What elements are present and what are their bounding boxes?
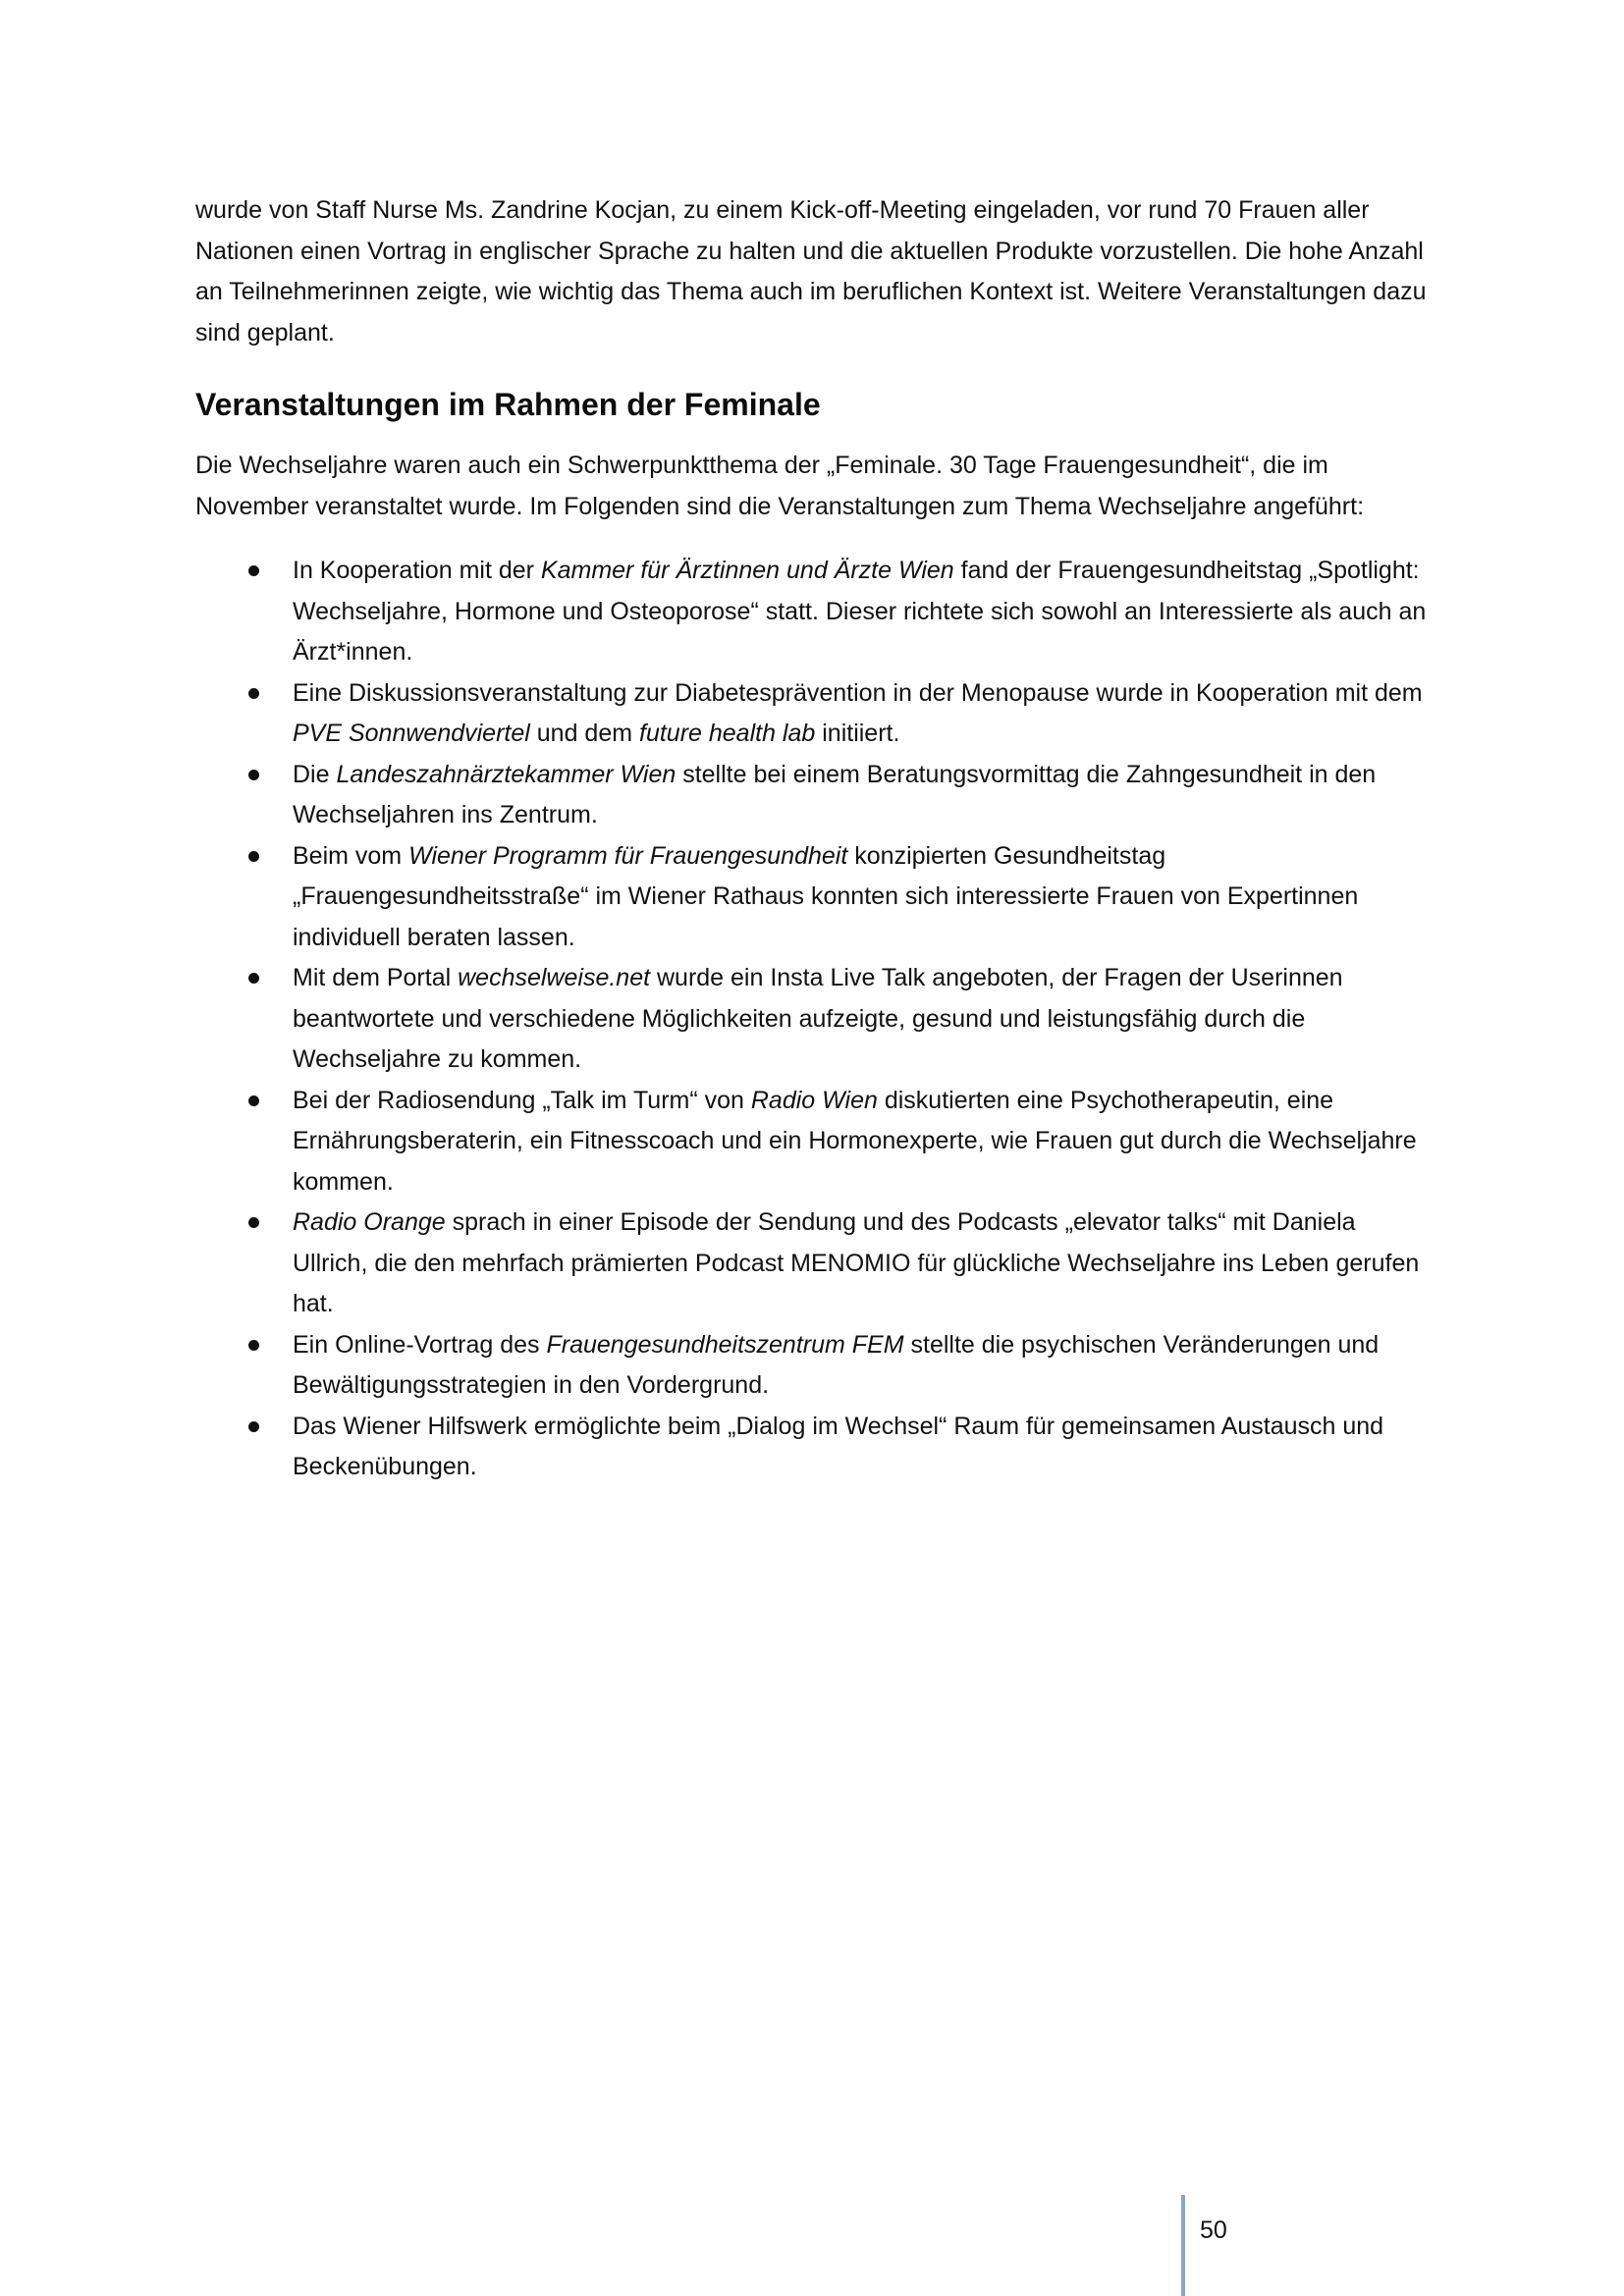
bullet-icon	[248, 770, 259, 780]
list-item-text: Die Landeszahnärztekammer Wien stellte bei einem Beratungsvormittag die Zahngesundheit in den Wechseljahren ins Zentrum.	[293, 760, 1377, 828]
page-number-divider	[1181, 2195, 1185, 2296]
list-item	[195, 755, 1433, 836]
list-item-text: Radio Orange sprach in einer Episode der Sendung und des Podcasts „elevator talks“ mit Daniela Ullrich, die den mehrfach prämierten Podcast MENOMIO für glückliche Wechseljahre ins Leben gerufen hat.	[293, 1208, 1420, 1317]
list-item-text: Mit dem Portal wechselweise.net wurde ein Insta Live Talk angeboten, der Fragen der Userinnen beantwortete und verschiedene Möglichkeiten aufzeigte, gesund und leistungsfähig durch die Wechseljahre zu kommen.	[293, 964, 1343, 1073]
list-item	[195, 551, 1433, 673]
list-item	[195, 1081, 1433, 1203]
bullet-icon	[248, 973, 259, 984]
bullet-icon	[248, 1421, 259, 1432]
list-item	[195, 1407, 1433, 1488]
bullet-icon	[248, 688, 259, 699]
list-item	[195, 958, 1433, 1081]
list-item-text: Eine Diskussionsveranstaltung zur Diabetesprävention in der Menopause wurde in Kooperation mit dem PVE Sonnwendviertel und dem future health lab initiiert.	[293, 678, 1423, 747]
section-intro: Die Wechseljahre waren auch ein Schwerpunktthema der „Feminale. 30 Tage Frauengesundheit“, die im November veranstaltet wurde. Im Folgenden sind die Veranstaltungen zum Thema Wechseljahre angeführt:	[195, 452, 1365, 520]
list-item	[195, 673, 1433, 755]
list-item-text: Ein Online-Vortrag des Frauengesundheitszentrum FEM stellte die psychischen Veränderungen und Bewältigungsstrategien in den Vordergrund.	[293, 1330, 1380, 1399]
intro-paragraph: wurde von Staff Nurse Ms. Zandrine Kocjan, zu einem Kick-off-Meeting eingeladen, vor rund 70 Frauen aller Nationen einen Vortrag in englischer Sprache zu halten und die aktuellen Produkte vorzustellen. Die hohe Anzahl an Teilnehmerinnen zeigte, wie wichtig das Thema auch im beruflichen Kontext ist. Weitere Veranstaltungen dazu sind geplant.	[195, 196, 1427, 347]
bullet-icon	[248, 1095, 259, 1106]
page-content	[195, 190, 1433, 1488]
event-list	[195, 551, 1433, 1488]
bullet-icon	[248, 851, 259, 862]
bullet-icon	[248, 1340, 259, 1351]
page-number: 50	[1200, 2216, 1227, 2244]
list-item-text: In Kooperation mit der Kammer für Ärztinnen und Ärzte Wien fand der Frauengesundheitstag „Spotlight: Wechseljahre, Hormone und Osteoporose“ statt. Dieser richtete sich sowohl an Interessierte als auch an Ärzt*innen.	[293, 557, 1427, 666]
list-item	[195, 1202, 1433, 1325]
list-item-text: Das Wiener Hilfswerk ermöglichte beim „Dialog im Wechsel“ Raum für gemeinsamen Austausch und Beckenübungen.	[293, 1412, 1384, 1480]
bullet-icon	[248, 565, 259, 576]
list-item-text: Beim vom Wiener Programm für Frauengesundheit konzipierten Gesundheitstag „Frauengesundheitsstraße“ im Wiener Rathaus konnten sich interessierte Frauen von Expertinnen individuell beraten lassen.	[293, 841, 1359, 951]
list-item	[195, 836, 1433, 959]
list-item	[195, 1325, 1433, 1407]
bullet-icon	[248, 1217, 259, 1228]
list-item-text: Bei der Radiosendung „Talk im Turm“ von Radio Wien diskutierten eine Psychotherapeutin, eine Ernährungsberaterin, ein Fitnesscoach und ein Hormonexperte, wie Frauen gut durch die Wechseljahre kommen.	[293, 1086, 1417, 1196]
section-heading: Veranstaltungen im Rahmen der Feminale	[195, 387, 821, 422]
